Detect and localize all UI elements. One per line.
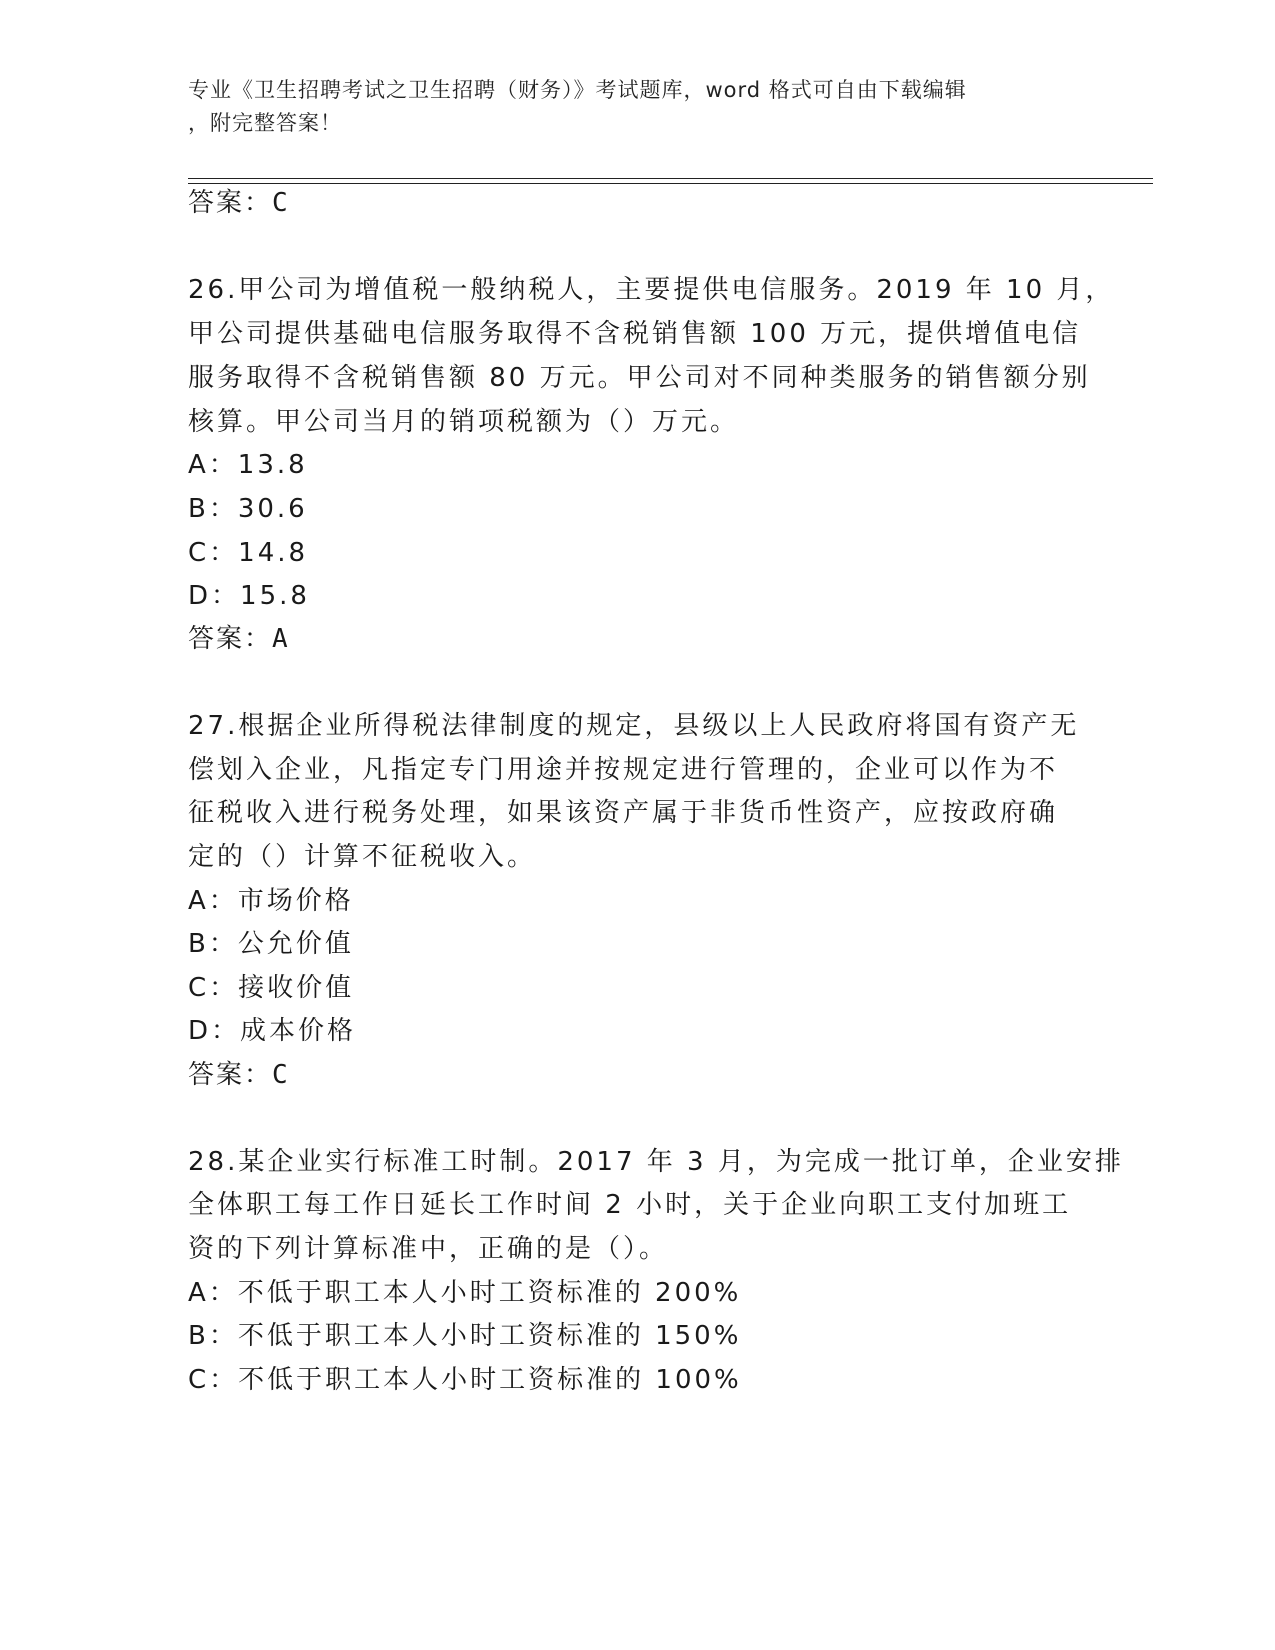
answer-line: 答案：C (188, 1060, 290, 1090)
option-a: A：不低于职工本人小时工资标准的 200% (188, 1278, 742, 1308)
option-c: C：14.8 (188, 538, 309, 568)
question-text: 资的下列计算标准中，正确的是（）。 (188, 1234, 669, 1264)
answer-line: 答案：C (188, 188, 290, 218)
option-d: D：成本价格 (188, 1016, 357, 1046)
question-text: 27.根据企业所得税法律制度的规定，县级以上人民政府将国有资产无 (188, 711, 1080, 741)
question-text: 甲公司提供基础电信服务取得不含税销售额 100 万元，提供增值电信 (188, 319, 1082, 349)
answer-line: 答案：A (188, 624, 290, 654)
header-line: 专业《卫生招聘考试之卫生招聘（财务）》考试题库，word 格式可自由下载编辑 (188, 78, 967, 102)
option-d: D：15.8 (188, 581, 310, 611)
question-text: 26.甲公司为增值税一般纳税人，主要提供电信服务。2019 年 10 月， (188, 275, 1115, 305)
question-text: 定的（）计算不征税收入。 (188, 842, 537, 872)
option-c: C：接收价值 (188, 973, 355, 1003)
option-b: B：公允价值 (188, 929, 354, 959)
header-divider (188, 183, 1153, 184)
question-text: 核算。甲公司当月的销项税额为（）万元。 (188, 407, 740, 437)
question-text: 28.某企业实行标准工时制。2017 年 3 月，为完成一批订单，企业安排 (188, 1147, 1124, 1177)
option-a: A：市场价格 (188, 886, 354, 916)
question-text: 偿划入企业，凡指定专门用途并按规定进行管理的，企业可以作为不 (188, 755, 1059, 785)
option-c: C：不低于职工本人小时工资标准的 100% (188, 1365, 742, 1395)
question-text: 征税收入进行税务处理，如果该资产属于非货币性资产，应按政府确 (188, 798, 1059, 828)
header-divider (188, 178, 1153, 179)
question-text: 全体职工每工作日延长工作时间 2 小时，关于企业向职工支付加班工 (188, 1190, 1072, 1220)
question-text: 服务取得不含税销售额 80 万元。甲公司对不同种类服务的销售额分别 (188, 363, 1091, 393)
header-line: ，附完整答案！ (188, 111, 342, 135)
option-a: A：13.8 (188, 450, 308, 480)
option-b: B：不低于职工本人小时工资标准的 150% (188, 1321, 742, 1351)
document-header (188, 74, 1088, 140)
option-b: B：30.6 (188, 494, 308, 524)
